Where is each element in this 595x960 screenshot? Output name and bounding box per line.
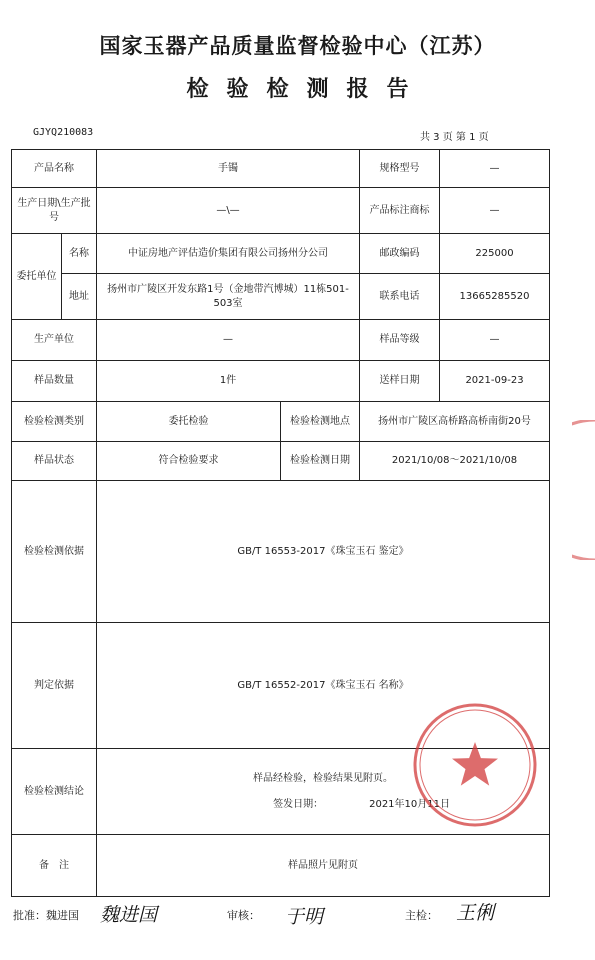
remark-value: 样品照片见附页 (97, 835, 550, 897)
review-signature: 于明 (285, 906, 324, 928)
grade-value: — (440, 320, 550, 361)
row-quantity (12, 361, 550, 402)
approve-signature: 魏进国 (100, 904, 158, 926)
row-producer (12, 320, 550, 361)
row-prod-date (12, 188, 550, 234)
client-addr-label: 地址 (62, 274, 97, 320)
judge-label: 判定依据 (12, 623, 97, 749)
quantity-label: 样品数量 (12, 361, 97, 402)
basis-value: GB/T 16553-2017《珠宝玉石 鉴定》 (97, 481, 550, 623)
send-date-label: 送样日期 (360, 361, 440, 402)
spec-model-label: 规格型号 (360, 150, 440, 188)
producer-label: 生产单位 (12, 320, 97, 361)
row-product-name (12, 150, 550, 188)
test-type-value: 委托检验 (97, 402, 281, 442)
phone-label: 联系电话 (360, 274, 440, 320)
sign-label: 签发日期： (273, 798, 324, 810)
sign-row (100, 798, 546, 812)
prod-date-value: —\— (97, 188, 360, 234)
report-title: 检验检测报告 (186, 76, 427, 102)
row-conclusion (12, 749, 550, 835)
review-label: 审核： (227, 909, 260, 922)
basis-label: 检验检测依据 (12, 481, 97, 623)
test-date-label: 检验检测日期 (281, 442, 360, 481)
state-value: 符合检验要求 (97, 442, 281, 481)
judge-value: GB/T 16552-2017《珠宝玉石 名称》 (97, 623, 550, 749)
conclusion-label: 检验检测结论 (12, 749, 97, 835)
client-label: 委托单位 (12, 234, 62, 320)
test-date-value: 2021/10/08～2021/10/08 (360, 442, 550, 481)
doc-number: GJYQ210083 (33, 127, 94, 138)
remark-label: 备 注 (12, 835, 97, 897)
send-date-value: 2021-09-23 (440, 361, 550, 402)
producer-value: — (97, 320, 360, 361)
inspect-label: 主检： (405, 909, 438, 922)
page-seam-stamp-icon (572, 420, 595, 560)
row-client-addr (12, 274, 550, 320)
test-place-label: 检验检测地点 (281, 402, 360, 442)
org-title: 国家玉器产品质量监督检验中心（江苏） (99, 33, 496, 58)
spec-model-value: — (440, 150, 550, 188)
state-label: 样品状态 (12, 442, 97, 481)
client-name-label: 名称 (62, 234, 97, 274)
client-name-value: 中证房地产评估造价集团有限公司扬州分公司 (97, 234, 360, 274)
row-client-name (12, 234, 550, 274)
phone-value: 13665285520 (440, 274, 550, 320)
page-info: 共 3 页 第 1 页 (420, 132, 489, 143)
row-test-type (12, 402, 550, 442)
postal-value: 225000 (440, 234, 550, 274)
row-judge (12, 623, 550, 749)
row-remark (12, 835, 550, 897)
report-table (11, 149, 550, 897)
client-addr-value: 扬州市广陵区开发东路1号（金地带汽博城）11栋501-503室 (97, 274, 360, 320)
product-name-value: 手镯 (97, 150, 360, 188)
mark-label: 产品标注商标 (360, 188, 440, 234)
test-type-label: 检验检测类别 (12, 402, 97, 442)
conclusion-cell (97, 749, 550, 835)
row-basis (12, 481, 550, 623)
inspect-signature: 王俐 (456, 902, 495, 924)
mark-value: — (440, 188, 550, 234)
postal-label: 邮政编码 (360, 234, 440, 274)
product-name-label: 产品名称 (12, 150, 97, 188)
conclusion-value: 样品经检验，检验结果见附页。 (253, 773, 393, 784)
prod-date-label: 生产日期\生产批号 (12, 188, 97, 234)
quantity-value: 1件 (97, 361, 360, 402)
sign-date: 2021年10月11日 (369, 798, 450, 810)
grade-label: 样品等级 (360, 320, 440, 361)
approve-label: 批准：魏进国 (13, 909, 79, 922)
test-place-value: 扬州市广陵区高桥路高桥南街20号 (360, 402, 550, 442)
row-state (12, 442, 550, 481)
